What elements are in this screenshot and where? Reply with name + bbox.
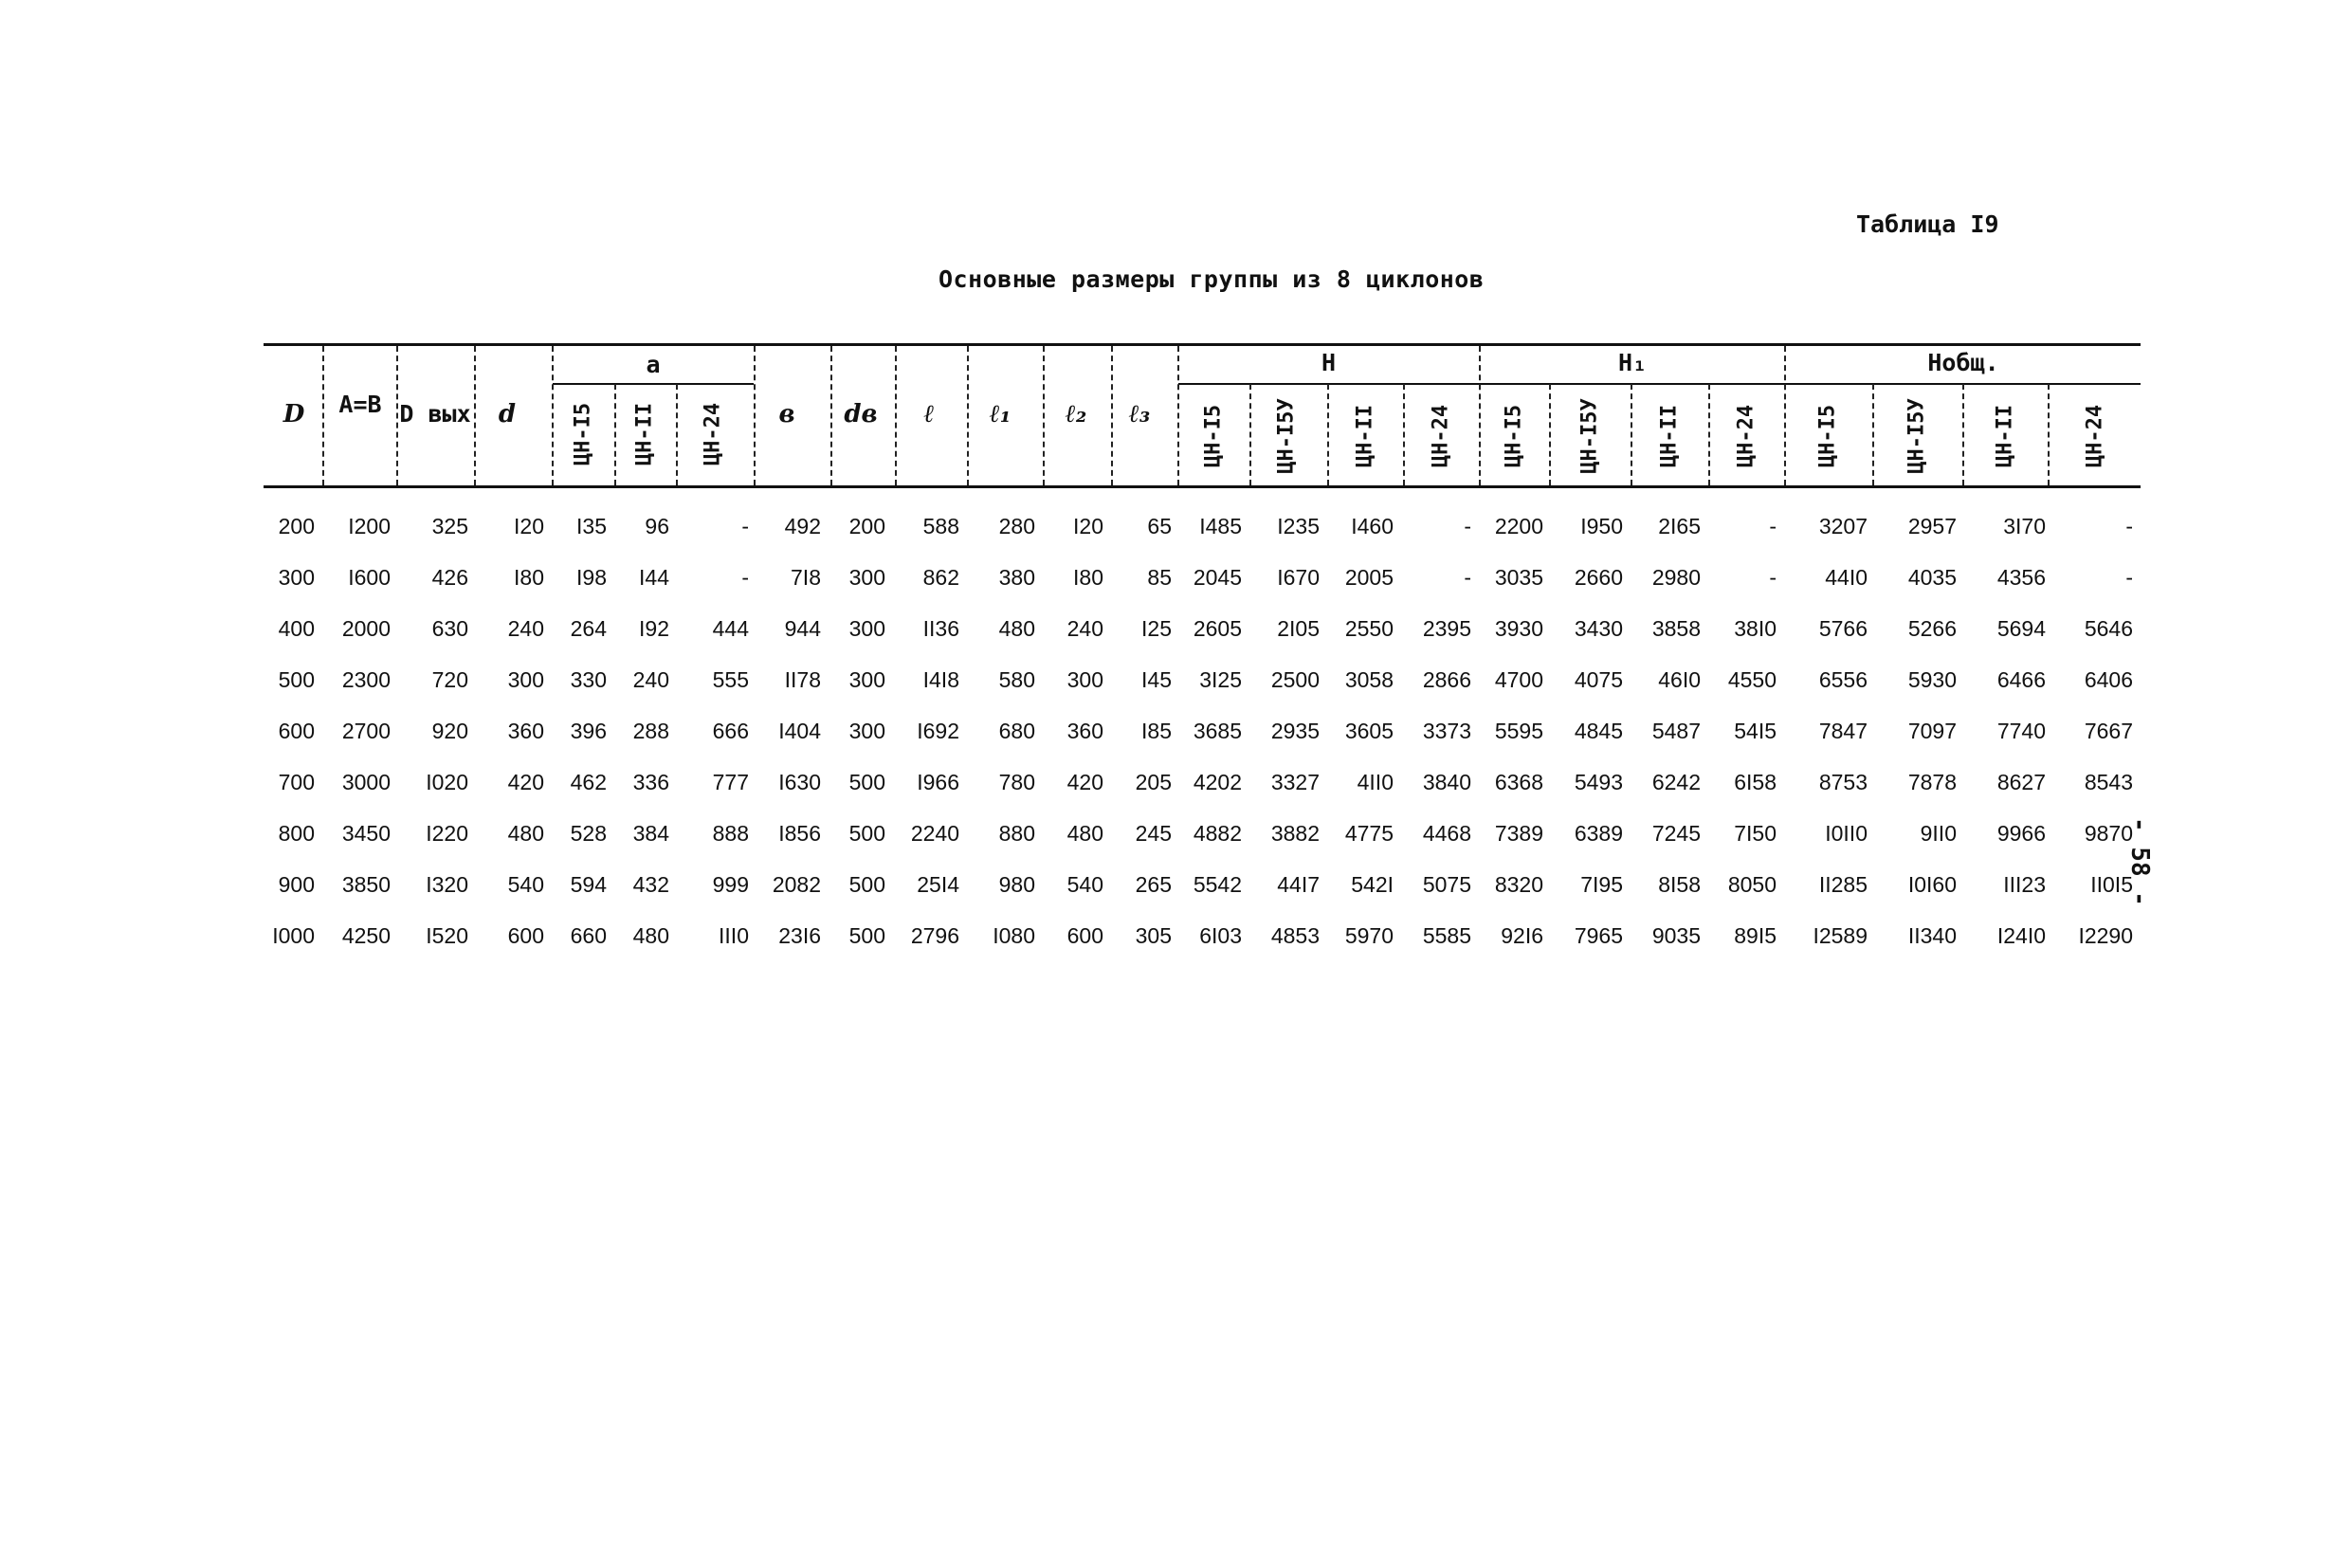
col-divider (1962, 384, 1964, 485)
header-H1: H₁ (1617, 349, 1648, 376)
table-cell: 380 (998, 565, 1035, 590)
table-cell: 944 (784, 616, 821, 641)
col-divider (1043, 346, 1045, 485)
table-cell: I80 (1073, 565, 1103, 590)
table-cell: 5585 (1422, 923, 1471, 948)
table-cell: 6I03 (1199, 923, 1242, 948)
table-cell: III0 (719, 923, 749, 948)
table-cell: 5487 (1651, 719, 1701, 743)
table-cell: 245 (1135, 821, 1172, 846)
table-cell: 3882 (1270, 821, 1320, 846)
table-cell: 540 (507, 872, 544, 897)
table-cell: II340 (1907, 923, 1957, 948)
table-cell: 360 (1066, 719, 1103, 743)
table-cell: 528 (570, 821, 607, 846)
table-cell: 666 (712, 719, 749, 743)
header-l2: ℓ₂ (1065, 400, 1087, 428)
table-cell: 4468 (1422, 821, 1471, 846)
col-divider (676, 384, 678, 485)
table-cell: I520 (426, 923, 468, 948)
table-cell: 777 (712, 770, 749, 794)
table-cell: 2500 (1270, 667, 1320, 692)
table-cell: I630 (778, 770, 821, 794)
table-cell: 300 (507, 667, 544, 692)
table-cell: 7740 (1996, 719, 2046, 743)
table-cell: 700 (278, 770, 315, 794)
page-number: - 58 - (2125, 817, 2154, 906)
table-cell: 500 (848, 872, 885, 897)
table-cell: 2200 (1494, 514, 1543, 538)
subheader-H-2: ЦН-I5У (1274, 398, 1299, 474)
table-cell: 240 (507, 616, 544, 641)
table-cell: 3058 (1344, 667, 1394, 692)
table-cell: - (1464, 565, 1471, 590)
table-cell: 4882 (1193, 821, 1242, 846)
table-cell: 2935 (1270, 719, 1320, 743)
table-cell: 4775 (1344, 821, 1394, 846)
table-cell: 4II0 (1357, 770, 1394, 794)
table-cell: 720 (431, 667, 468, 692)
table-cell: I080 (993, 923, 1035, 948)
table-cell: 5766 (1818, 616, 1868, 641)
header-l1: ℓ₁ (989, 400, 1011, 428)
header-H: H (1321, 349, 1337, 376)
subheader-a-2: ЦН-II (632, 402, 657, 466)
table-cell: - (741, 565, 749, 590)
subheader-Hobsh-3: ЦН-II (1993, 404, 2017, 468)
subheader-a-3: ЦН-24 (701, 402, 725, 466)
table-cell: 480 (998, 616, 1035, 641)
header-d: d (498, 400, 517, 428)
table-cell: 480 (632, 923, 669, 948)
table-cell: 7I50 (1734, 821, 1777, 846)
header-D: D (282, 400, 305, 428)
table-cell: 38I0 (1734, 616, 1777, 641)
table-cell: 4202 (1193, 770, 1242, 794)
table-cell: I0II0 (1825, 821, 1868, 846)
table-cell: 2395 (1422, 616, 1471, 641)
table-cell: 8543 (2084, 770, 2133, 794)
table-cell: 8I58 (1658, 872, 1701, 897)
table-cell: 2I65 (1658, 514, 1701, 538)
table-cell: 384 (632, 821, 669, 846)
table-cell: 9870 (2084, 821, 2133, 846)
subheader-Hobsh-2: ЦН-I5У (1904, 398, 1929, 474)
table-cell: I000 (272, 923, 315, 948)
table-cell: I600 (348, 565, 391, 590)
table-cell: 480 (1066, 821, 1103, 846)
table-cell: 3930 (1494, 616, 1543, 641)
table-cell: 630 (431, 616, 468, 641)
table-cell: 500 (848, 770, 885, 794)
table-cell: I670 (1277, 565, 1320, 590)
table-cell: I950 (1580, 514, 1623, 538)
table-cell: I92 (639, 616, 669, 641)
table-cell: I4I8 (922, 667, 959, 692)
table-cell: I404 (778, 719, 821, 743)
table-cell: 288 (632, 719, 669, 743)
table-cell: 480 (507, 821, 544, 846)
header-l3: ℓ₃ (1128, 400, 1151, 428)
table-cell: 200 (848, 514, 885, 538)
table-title: Основные размеры группы из 8 циклонов (939, 265, 1485, 293)
table-cell: 2700 (341, 719, 391, 743)
table-cell: II285 (1818, 872, 1868, 897)
table-cell: 3858 (1651, 616, 1701, 641)
table-row (0, 616, 2351, 654)
table-cell: 3605 (1344, 719, 1394, 743)
table-cell: 3000 (341, 770, 391, 794)
table-cell: 500 (848, 923, 885, 948)
table-cell: 900 (278, 872, 315, 897)
table-cell: - (2125, 514, 2133, 538)
table-cell: 2980 (1651, 565, 1701, 590)
table-cell: 780 (998, 770, 1035, 794)
table-label: Таблица I9 (1856, 210, 1999, 238)
table-cell: 265 (1135, 872, 1172, 897)
table-cell: 7I8 (791, 565, 821, 590)
table-cell: I692 (917, 719, 959, 743)
table-top-rule (264, 343, 2141, 346)
table-cell: 500 (848, 821, 885, 846)
table-cell: I20 (1073, 514, 1103, 538)
table-cell: 4250 (341, 923, 391, 948)
table-cell: 6242 (1651, 770, 1701, 794)
table-cell: 540 (1066, 872, 1103, 897)
table-cell: 2082 (772, 872, 821, 897)
table-cell: 2605 (1193, 616, 1242, 641)
col-divider (1708, 384, 1710, 485)
table-cell: 500 (278, 667, 315, 692)
table-cell: 660 (570, 923, 607, 948)
table-row (0, 872, 2351, 910)
table-cell: 7389 (1494, 821, 1543, 846)
table-cell: 3035 (1494, 565, 1543, 590)
table-cell: 300 (278, 565, 315, 590)
table-cell: 396 (570, 719, 607, 743)
table-cell: 426 (431, 565, 468, 590)
table-cell: 2550 (1344, 616, 1394, 641)
table-cell: - (741, 514, 749, 538)
table-cell: 2005 (1344, 565, 1394, 590)
table-cell: - (1769, 514, 1777, 538)
table-cell: 96 (645, 514, 669, 538)
table-cell: 600 (507, 923, 544, 948)
table-cell: 3207 (1818, 514, 1868, 538)
table-cell: 2796 (910, 923, 959, 948)
table-cell: 6556 (1818, 667, 1868, 692)
table-cell: 5930 (1907, 667, 1957, 692)
table-cell: 300 (1066, 667, 1103, 692)
table-cell: 555 (712, 667, 749, 692)
header-l: ℓ (923, 400, 935, 428)
table-cell: 7097 (1907, 719, 1957, 743)
col-divider (1403, 384, 1405, 485)
table-cell: I460 (1351, 514, 1394, 538)
subheader-a-1: ЦН-I5 (571, 402, 595, 466)
header-b: в (778, 400, 795, 428)
table-cell: 325 (431, 514, 468, 538)
table-cell: 6466 (1996, 667, 2046, 692)
table-cell: I44 (639, 565, 669, 590)
table-cell: 542I (1351, 872, 1394, 897)
table-cell: I220 (426, 821, 468, 846)
table-cell: 800 (278, 821, 315, 846)
table-cell: 65 (1147, 514, 1172, 538)
table-cell: 432 (632, 872, 669, 897)
table-cell: I98 (576, 565, 607, 590)
table-cell: 588 (922, 514, 959, 538)
table-cell: 999 (712, 872, 749, 897)
col-divider (967, 346, 969, 485)
subheader-H-4: ЦН-24 (1429, 404, 1453, 468)
table-cell: 2045 (1193, 565, 1242, 590)
table-cell: 3685 (1193, 719, 1242, 743)
table-cell: 2866 (1422, 667, 1471, 692)
table-cell: 3I25 (1199, 667, 1242, 692)
table-cell: 3I70 (2003, 514, 2046, 538)
table-cell: II78 (784, 667, 821, 692)
table-cell: 46I0 (1658, 667, 1701, 692)
header-Hobsh: Hобщ. (1927, 349, 1999, 376)
table-cell: 305 (1135, 923, 1172, 948)
table-cell: I200 (348, 514, 391, 538)
table-cell: 240 (1066, 616, 1103, 641)
table-row (0, 719, 2351, 757)
table-cell: 920 (431, 719, 468, 743)
group-H-underline (1178, 383, 2141, 385)
table-cell: 5493 (1574, 770, 1623, 794)
table-cell: 400 (278, 616, 315, 641)
subheader-H1-3: ЦН-II (1657, 404, 1682, 468)
table-cell: 888 (712, 821, 749, 846)
col-divider (895, 346, 897, 485)
table-cell: II36 (922, 616, 959, 641)
table-cell: 8050 (1727, 872, 1777, 897)
subheader-H1-1: ЦН-I5 (1502, 404, 1526, 468)
table-cell: 2000 (341, 616, 391, 641)
table-cell: 4853 (1270, 923, 1320, 948)
subheader-H-1: ЦН-I5 (1201, 404, 1226, 468)
table-cell: 8320 (1494, 872, 1543, 897)
table-cell: 9II0 (1920, 821, 1957, 846)
table-cell: 330 (570, 667, 607, 692)
table-cell: 4700 (1494, 667, 1543, 692)
table-cell: 2I05 (1277, 616, 1320, 641)
subheader-H-3: ЦН-II (1353, 404, 1377, 468)
table-cell: I20 (514, 514, 544, 538)
header-a: a (646, 351, 661, 378)
table-cell: 862 (922, 565, 959, 590)
table-cell: I80 (514, 565, 544, 590)
table-cell: 600 (278, 719, 315, 743)
col-divider (1327, 384, 1329, 485)
subheader-H1-2: ЦН-I5У (1577, 398, 1602, 474)
table-cell: I856 (778, 821, 821, 846)
table-cell: 92I6 (1501, 923, 1543, 948)
table-cell: I485 (1199, 514, 1242, 538)
table-cell: 594 (570, 872, 607, 897)
table-row (0, 565, 2351, 603)
table-cell: 5646 (2084, 616, 2133, 641)
table-cell: 2660 (1574, 565, 1623, 590)
table-cell: 7847 (1818, 719, 1868, 743)
table-cell: I966 (917, 770, 959, 794)
table-cell: I24I0 (1996, 923, 2046, 948)
table-cell: 89I5 (1734, 923, 1777, 948)
subheader-Hobsh-1: ЦН-I5 (1815, 404, 1840, 468)
table-cell: 4550 (1727, 667, 1777, 692)
table-cell: 420 (507, 770, 544, 794)
table-cell: 6389 (1574, 821, 1623, 846)
col-divider (322, 346, 324, 485)
table-cell: 9966 (1996, 821, 2046, 846)
table-cell: I25 (1141, 616, 1172, 641)
table-cell: 4845 (1574, 719, 1623, 743)
col-divider (1631, 384, 1632, 485)
table-cell: 7878 (1907, 770, 1957, 794)
table-cell: 5595 (1494, 719, 1543, 743)
table-cell: 205 (1135, 770, 1172, 794)
col-divider (2048, 384, 2050, 485)
table-cell: 2957 (1907, 514, 1957, 538)
table-cell: 300 (848, 719, 885, 743)
col-divider (614, 384, 616, 485)
table-cell: I0I60 (1907, 872, 1957, 897)
table-cell: 3450 (341, 821, 391, 846)
table-cell: 44I0 (1825, 565, 1868, 590)
header-bottom-rule (264, 485, 2141, 488)
table-cell: 336 (632, 770, 669, 794)
table-cell: 5542 (1193, 872, 1242, 897)
table-cell: 980 (998, 872, 1035, 897)
header-AB: A=B (338, 391, 382, 418)
table-cell: 300 (848, 616, 885, 641)
table-cell: 420 (1066, 770, 1103, 794)
table-cell: - (1769, 565, 1777, 590)
header-db: dв (844, 400, 878, 428)
table-cell: I45 (1141, 667, 1172, 692)
table-cell: 54I5 (1734, 719, 1777, 743)
table-cell: 8627 (1996, 770, 2046, 794)
table-cell: 3430 (1574, 616, 1623, 641)
table-cell: 580 (998, 667, 1035, 692)
table-cell: 7667 (2084, 719, 2133, 743)
table-cell: I235 (1277, 514, 1320, 538)
table-cell: - (2125, 565, 2133, 590)
table-row (0, 667, 2351, 705)
table-row (0, 923, 2351, 961)
table-cell: 5075 (1422, 872, 1471, 897)
table-cell: I85 (1141, 719, 1172, 743)
table-cell: 6I58 (1734, 770, 1777, 794)
subheader-H1-4: ЦН-24 (1734, 404, 1759, 468)
table-cell: I2290 (2078, 923, 2133, 948)
group-a-underline (553, 383, 754, 385)
table-row (0, 770, 2351, 808)
table-cell: 8753 (1818, 770, 1868, 794)
table-cell: 7965 (1574, 923, 1623, 948)
table-cell: I020 (426, 770, 468, 794)
table-cell: I2589 (1813, 923, 1868, 948)
table-cell: II0I5 (2090, 872, 2133, 897)
col-divider (1549, 384, 1551, 485)
table-cell: 7245 (1651, 821, 1701, 846)
table-cell: 680 (998, 719, 1035, 743)
table-cell: 6368 (1494, 770, 1543, 794)
col-divider (754, 346, 756, 485)
table-cell: 25I4 (917, 872, 959, 897)
table-cell: 6406 (2084, 667, 2133, 692)
table-cell: 4356 (1996, 565, 2046, 590)
table-cell: 5694 (1996, 616, 2046, 641)
table-cell: 492 (784, 514, 821, 538)
table-cell: I320 (426, 872, 468, 897)
table-cell: 3327 (1270, 770, 1320, 794)
table-cell: 444 (712, 616, 749, 641)
table-cell: 300 (848, 565, 885, 590)
col-divider (1249, 384, 1251, 485)
col-divider (1872, 384, 1874, 485)
col-divider (474, 346, 476, 485)
table-cell: 3840 (1422, 770, 1471, 794)
table-cell: 880 (998, 821, 1035, 846)
table-cell: 3850 (341, 872, 391, 897)
table-cell: 23I6 (778, 923, 821, 948)
table-cell: 7I95 (1580, 872, 1623, 897)
table-cell: 264 (570, 616, 607, 641)
table-cell: 200 (278, 514, 315, 538)
table-cell: - (1464, 514, 1471, 538)
table-cell: 5266 (1907, 616, 1957, 641)
table-cell: 462 (570, 770, 607, 794)
table-cell: 4075 (1574, 667, 1623, 692)
table-cell: 2240 (910, 821, 959, 846)
table-cell: 360 (507, 719, 544, 743)
table-cell: 2300 (341, 667, 391, 692)
table-cell: 240 (632, 667, 669, 692)
table-cell: 280 (998, 514, 1035, 538)
table-cell: 3373 (1422, 719, 1471, 743)
table-cell: 44I7 (1277, 872, 1320, 897)
table-cell: 300 (848, 667, 885, 692)
table-cell: 5970 (1344, 923, 1394, 948)
table-cell: 9035 (1651, 923, 1701, 948)
table-cell: 600 (1066, 923, 1103, 948)
table-cell: III23 (2003, 872, 2046, 897)
table-row (0, 514, 2351, 552)
subheader-Hobsh-4: ЦН-24 (2083, 404, 2107, 468)
table-cell: 85 (1147, 565, 1172, 590)
header-Dvyh: D вых (399, 400, 471, 428)
table-cell: I35 (576, 514, 607, 538)
table-row (0, 821, 2351, 859)
table-cell: 4035 (1907, 565, 1957, 590)
